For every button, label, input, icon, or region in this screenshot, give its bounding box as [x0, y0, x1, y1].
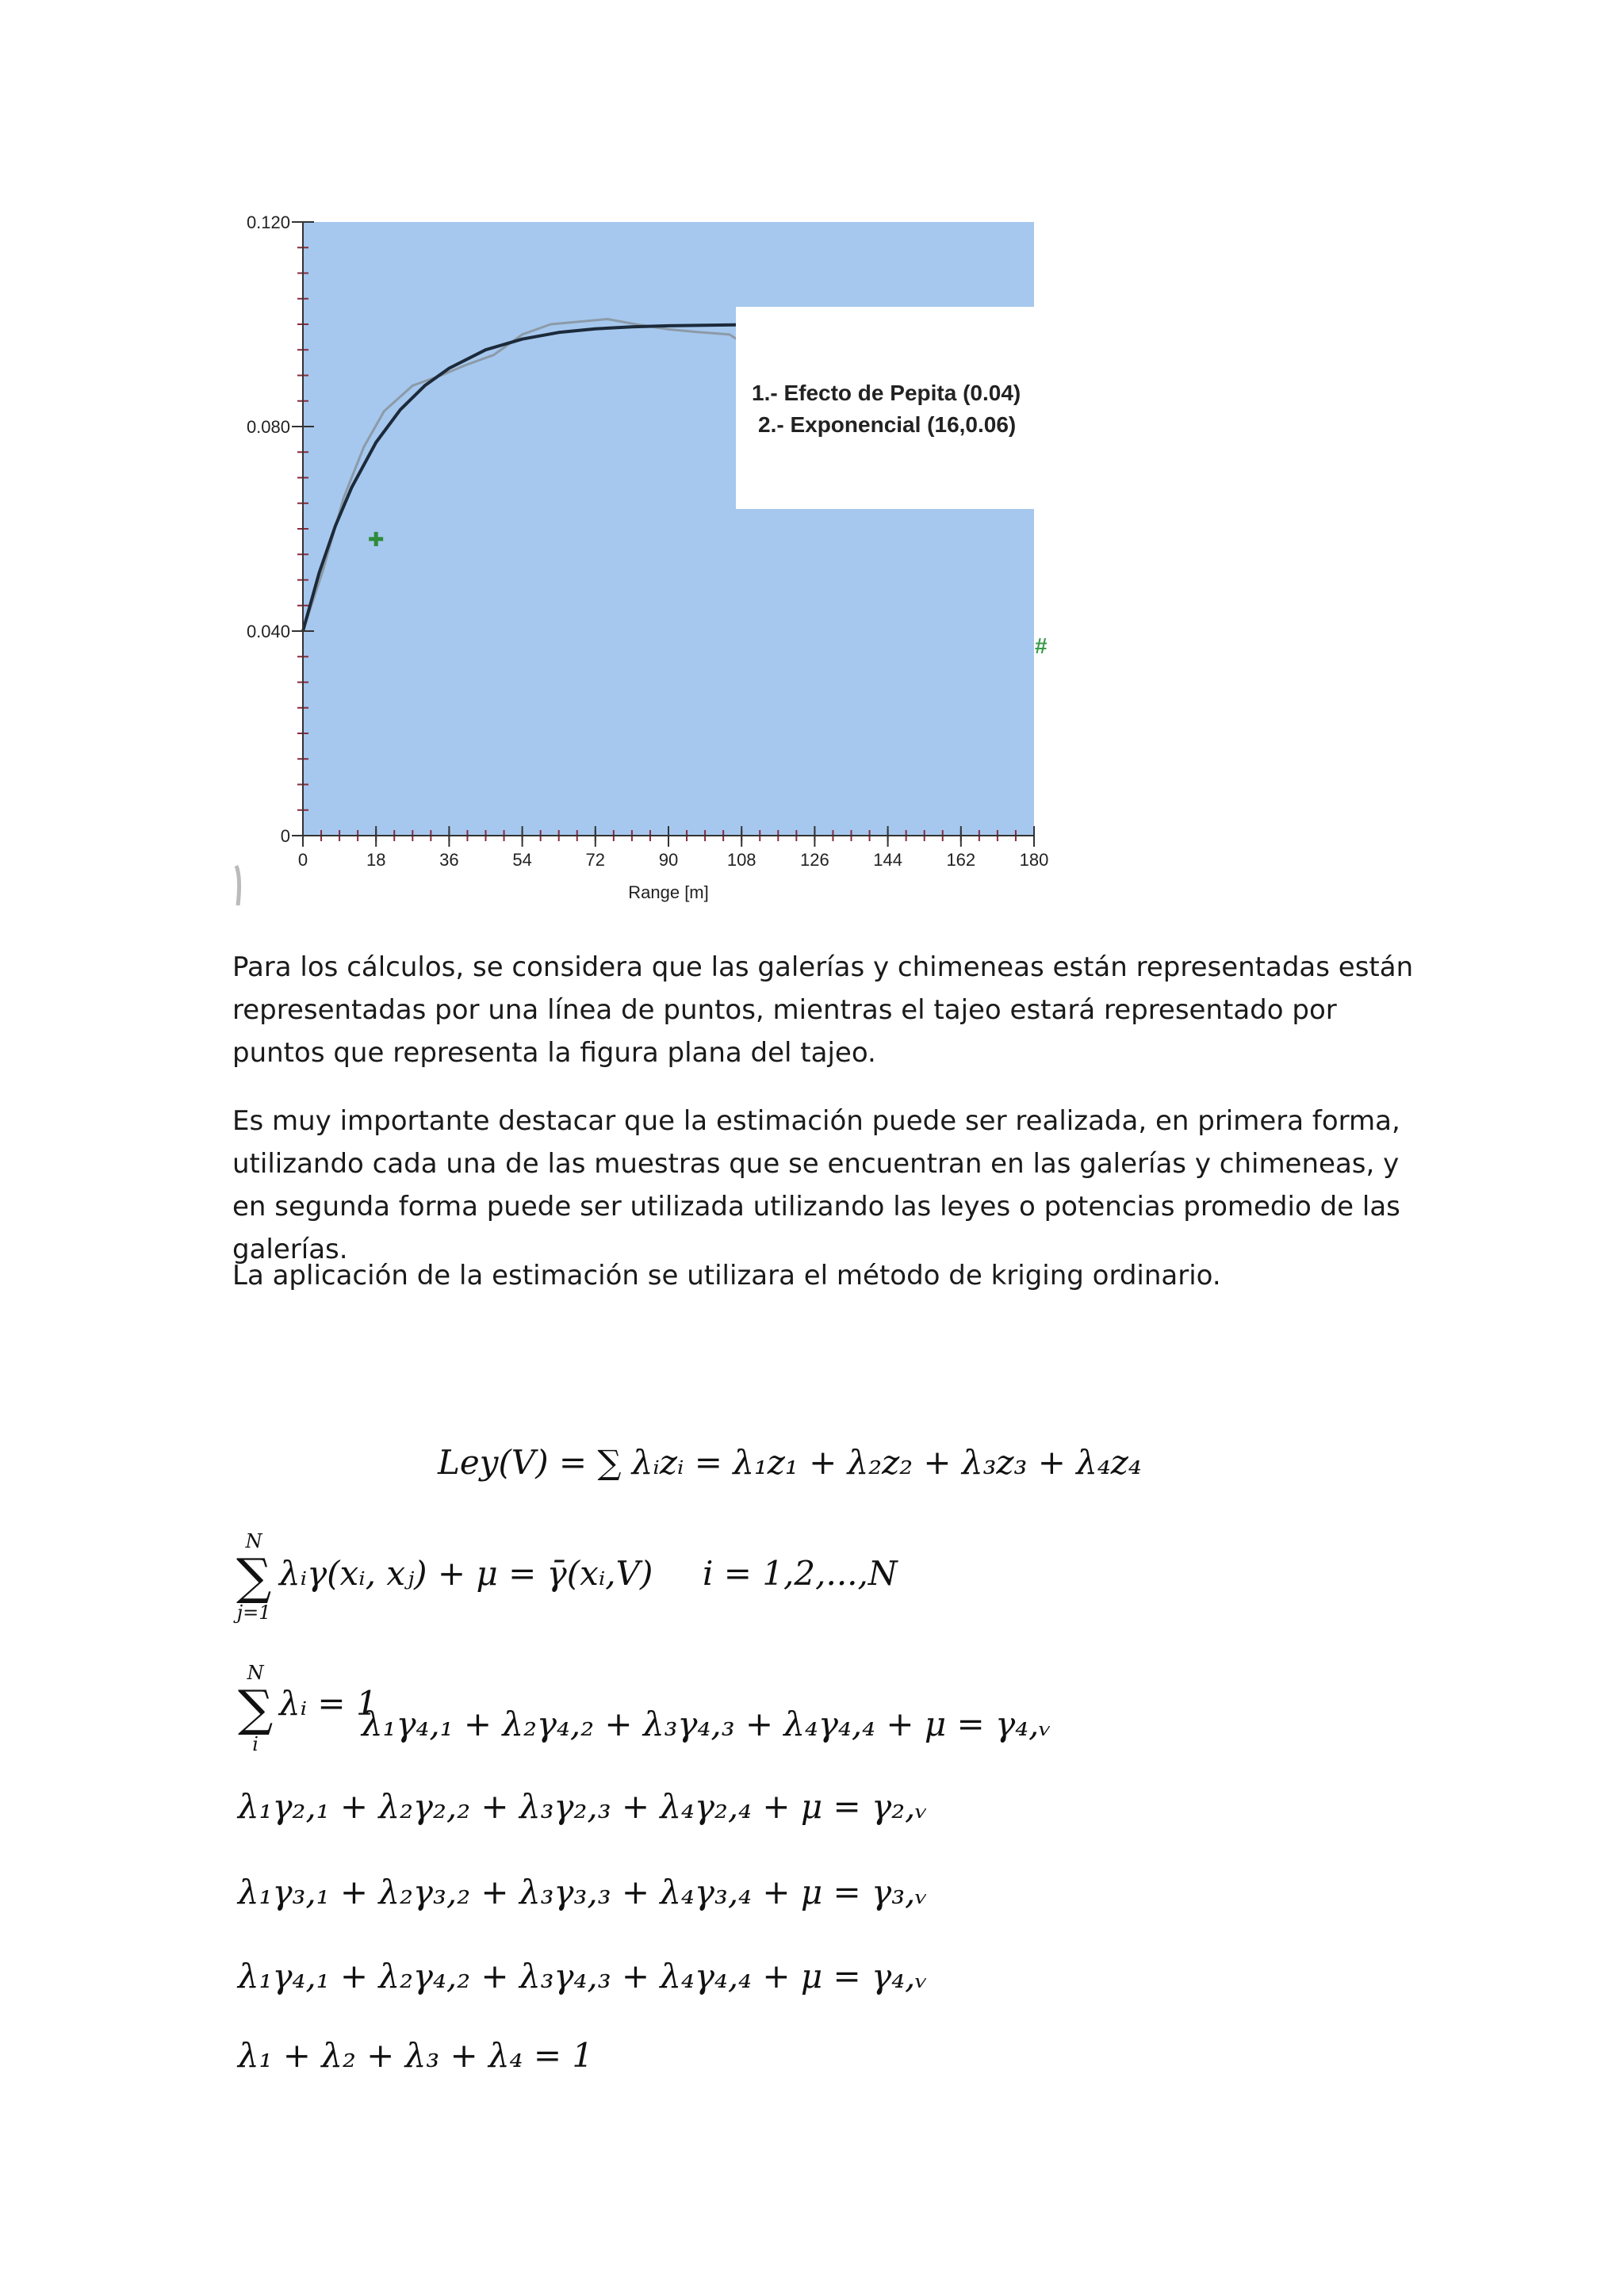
summation-j: [236, 1530, 271, 1624]
equation-row-3: λ₁γ₃,₁ + λ₂γ₃,₂ + λ₃γ₃,₃ + λ₄γ₃,₄ + μ = γ₃,ᵥ: [238, 1873, 929, 1911]
x-tick-label: 144: [873, 850, 902, 870]
sigma-icon: ∑: [236, 1548, 272, 1605]
equation-row-4b: λ₁γ₄,₁ + λ₂γ₄,₂ + λ₃γ₄,₃ + λ₄γ₄,₄ + μ = γ₄,ᵥ: [238, 1957, 929, 1996]
legend-line-2: 2.- Exponencial (16,0.06): [758, 412, 1017, 437]
x-tick-label: 54: [512, 850, 532, 870]
x-tick-label: 90: [658, 850, 679, 870]
x-tick-label: 0: [297, 850, 308, 870]
legend-line-1: 1.- Efecto de Pepita (0.04): [752, 381, 1021, 405]
sum-lower-i: i: [252, 1733, 259, 1755]
x-axis-label: Range [m]: [628, 882, 709, 902]
y-tick-label: 0: [280, 826, 290, 846]
equation-weights-sum: λᵢ = 1: [279, 1684, 377, 1723]
y-tick-label: 0.040: [246, 622, 290, 641]
equation-row-4a: λ₁γ₄,₁ + λ₂γ₄,₂ + λ₃γ₄,₃ + λ₄γ₄,₄ + μ = γ₄,ᵥ: [362, 1705, 1052, 1743]
corner-mark: [236, 866, 239, 905]
equation-index-range: i = 1,2,...,N: [703, 1554, 898, 1593]
marker-label: #: [1035, 633, 1048, 658]
x-tick-label: 36: [439, 850, 459, 870]
equation-ley: Ley(V) = ∑ λᵢzᵢ = λ₁z₁ + λ₂z₂ + λ₃z₃ + λ₄z₄: [438, 1443, 1142, 1482]
y-tick-label: 0.120: [246, 212, 290, 232]
paragraph-3: La aplicación de la estimación se utilizara el método de kriging ordinario.: [232, 1260, 1221, 1292]
equation-kriging-system: λᵢγ(xᵢ, xⱼ) + μ = γ̄(xᵢ,V): [279, 1554, 653, 1593]
summation-i: [238, 1662, 273, 1755]
x-tick-label: 126: [800, 850, 829, 870]
sum-upper-n-2: N: [247, 1662, 264, 1684]
variogram-chart: [230, 208, 1071, 921]
paragraph-2: Es muy importante destacar que la estimación puede ser realizada, en primera forma, utilizando cada una de las muestras que se encuentran en las galerías y chimeneas, y en segunda forma puede ser utilizada utilizando las leyes o potencias promedio de las galerías.: [232, 1105, 1400, 1265]
x-tick-label: 108: [726, 850, 756, 870]
x-tick-label: 72: [585, 850, 606, 870]
sigma-icon: ∑: [238, 1679, 274, 1737]
paragraph-1: Para los cálculos, se considera que las galerías y chimeneas están representadas están representadas por una línea de puntos, mientras el tajeo estará representado por puntos que representa la figura plana del tajeo.: [232, 951, 1414, 1069]
legend-box: [736, 307, 1034, 509]
equation-row-2: λ₁γ₂,₁ + λ₂γ₂,₂ + λ₃γ₂,₃ + λ₄γ₂,₄ + μ = γ₂,ᵥ: [238, 1787, 929, 1826]
x-tick-label: 162: [946, 850, 976, 870]
y-tick-label: 0.080: [246, 417, 290, 437]
equation-lambda-sum: λ₁ + λ₂ + λ₃ + λ₄ = 1: [238, 2036, 594, 2075]
sum-lower-j: j=1: [236, 1601, 271, 1624]
x-tick-label: 180: [1019, 850, 1049, 870]
x-tick-label: 18: [366, 850, 386, 870]
sum-upper-n: N: [245, 1530, 262, 1552]
